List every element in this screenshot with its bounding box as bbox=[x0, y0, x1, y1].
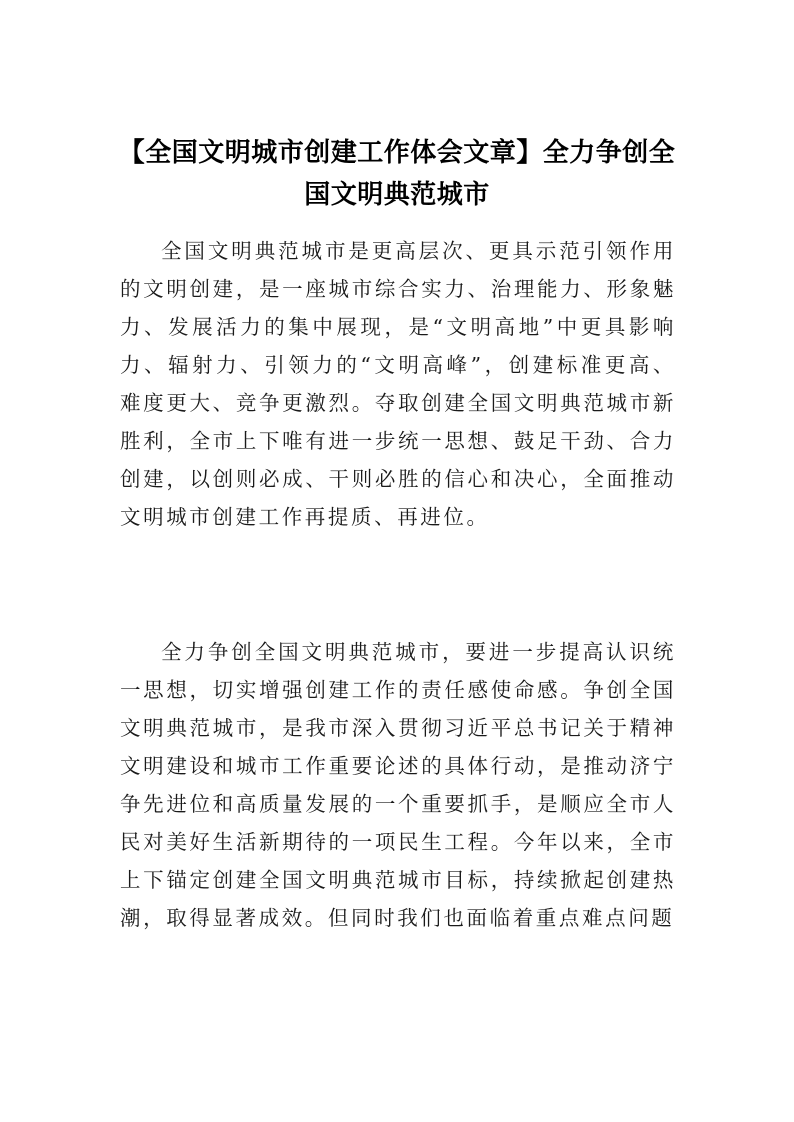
body-paragraph-1: 全国文明典范城市是更高层次、更具示范引领作用的文明创建，是一座城市综合实力、治理能力、形象魅力、发展活力的集中展现，是“文明高地”中更具影响力、辐射力、引领力的“文明高峰”，创建标准更高、难度更大、竞争更激烈。夺取创建全国文明典范城市新胜利，全市上下唯有进一步统一思想、鼓足干劲、合力创建，以创则必成、干则必胜的信心和决心，全面推动文明城市创建工作再提质、再进位。 bbox=[120, 239, 676, 529]
document-title: 【全国文明城市创建工作体会文章】全力争创全国文明典范城市 bbox=[118, 138, 676, 210]
body-paragraph-2: 全力争创全国文明典范城市，要进一步提高认识统一思想，切实增强创建工作的责任感使命感。争创全国文明典范城市，是我市深入贯彻习近平总书记关于精神文明建设和城市工作重要论述的具体行动，是推动济宁争先进位和高质量发展的一个重要抓手，是顺应全市人民对美好生活新期待的一项民生工程。今年以来，全市上下锚定创建全国文明典范城市目标，持续掀起创建热潮，取得显著成效。但同时我们也面临着重点难点问题 bbox=[120, 640, 676, 930]
